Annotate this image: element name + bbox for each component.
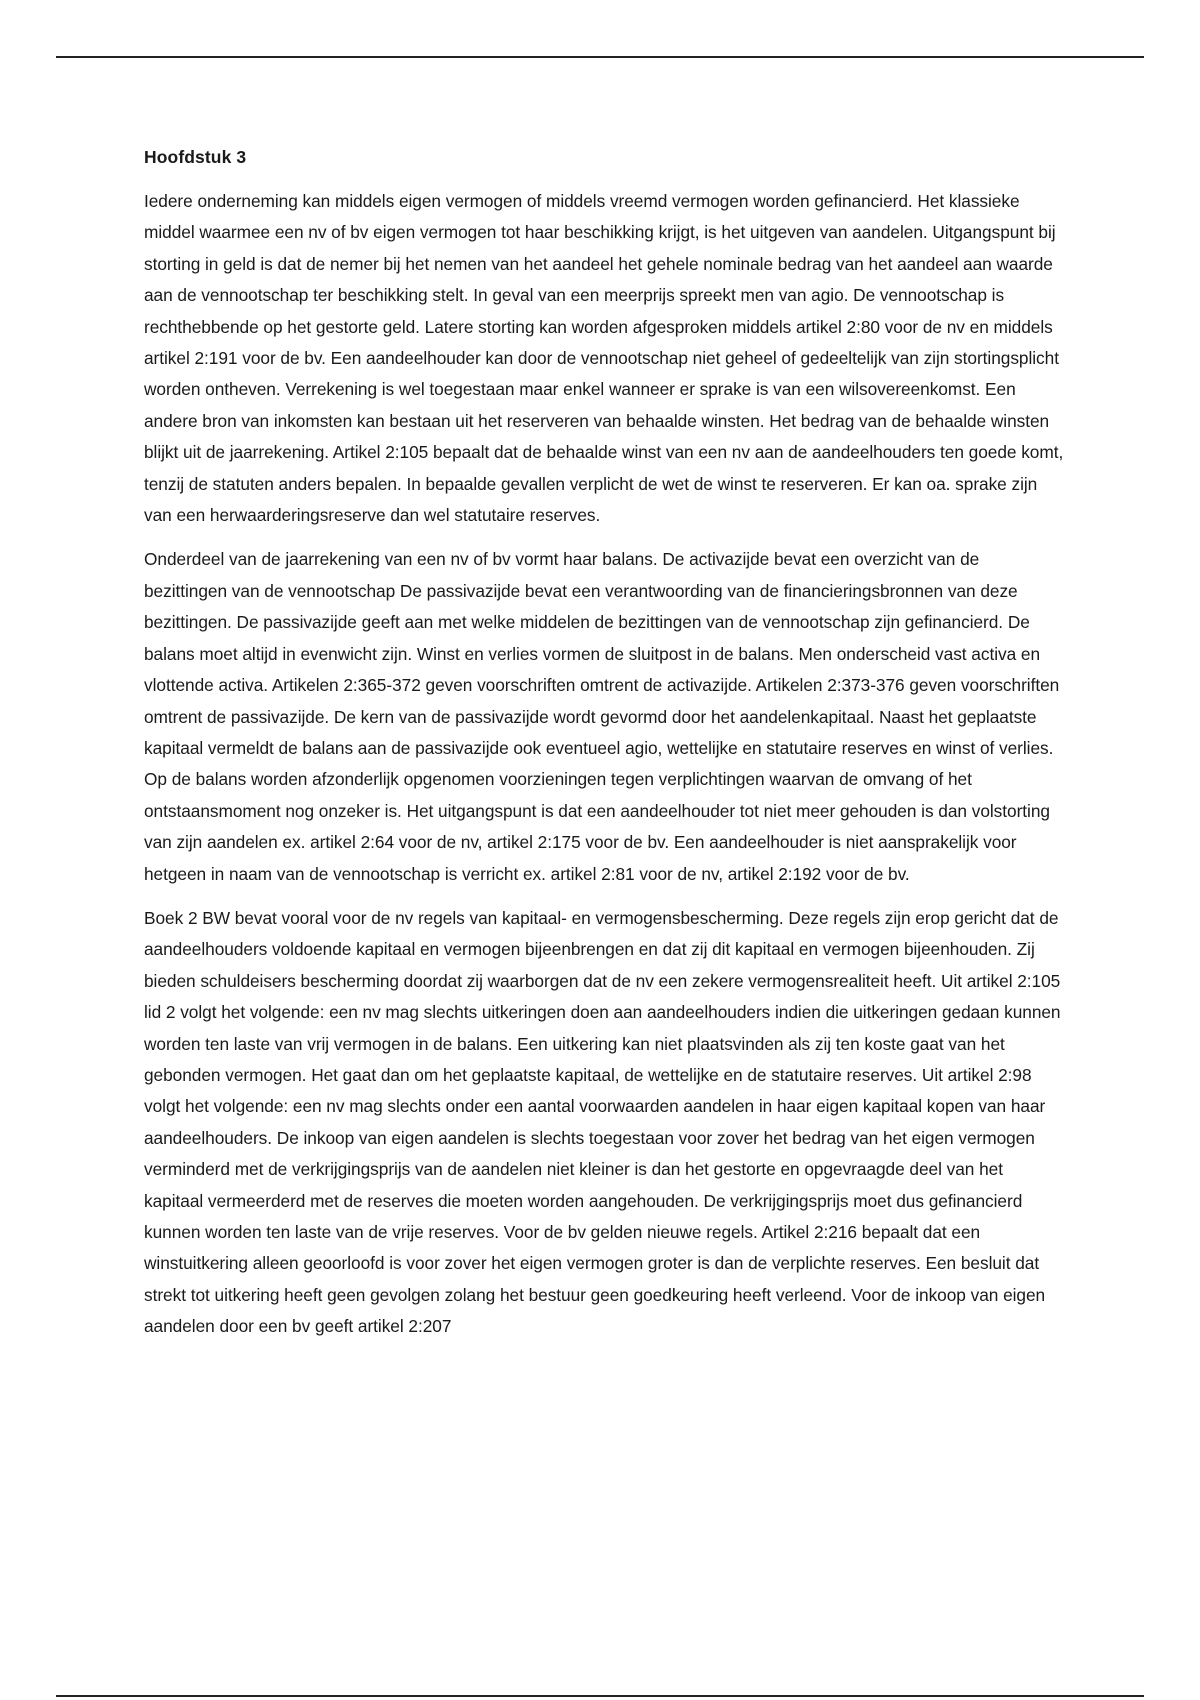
top-rule [56, 56, 1144, 58]
paragraph-balance-sheet: Onderdeel van de jaarrekening van een nv of bv vormt haar balans. De activazijde bevat een overzicht van de bezittingen van de vennootschap De passivazijde bevat een verantwoording van de financieringsbronnen van deze bezittingen. De passivazijde geeft aan met welke middelen de bezittingen van de vennootschap zijn gefinancierd. De balans moet altijd in evenwicht zijn. Winst en verlies vormen de sluitpost in de balans. Men onderscheid vast activa en vlottende activa. Artikelen 2:365-372 geven voorschriften omtrent de activazijde. Artikelen 2:373-376 geven voorschriften omtrent de passivazijde. De kern van de passivazijde wordt gevormd door het aandelenkapitaal. Naast het geplaatste kapitaal vermeldt de balans aan de passivazijde ook eventueel agio, wettelijke en statutaire reserves en winst of verlies. Op de balans worden afzonderlijk opgenomen voorzieningen tegen verplichtingen waarvan de omvang of het ontstaansmoment nog onzeker is. Het uitgangspunt is dat een aandeelhouder tot niet meer gehouden is dan volstorting van zijn aandelen ex. artikel 2:64 voor de nv, artikel 2:175 voor de bv. Een aandeelhouder is niet aansprakelijk voor hetgeen in naam van de vennootschap is verricht ex. artikel 2:81 voor de nv, artikel 2:192 voor de bv. [144, 549, 1060, 884]
paragraph-financing: Iedere onderneming kan middels eigen vermogen of middels vreemd vermogen worden gefinancierd. Het klassieke middel waarmee een nv of bv eigen vermogen tot haar beschikking krijgt, is het uitgeven van aandelen. Uitgangspunt bij storting in geld is dat de nemer bij het nemen van het aandeel het gehele nominale bedrag van het aandeel aan waarde aan de vennootschap ter beschikking stelt. In geval van een meerprijs spreekt men van agio. De vennootschap is rechthebbende op het gestorte geld. Latere storting kan worden afgesproken middels artikel 2:80 voor de nv en middels artikel 2:191 voor de bv. Een aandeelhouder kan door de vennootschap niet geheel of gedeeltelijk van zijn stortingsplicht worden ontheven. Verrekening is wel toegestaan maar enkel wanneer er sprake is van een wilsovereenkomst. Een andere bron van inkomsten kan bestaan uit het reserveren van behaalde winsten. Het bedrag van de behaalde winsten blijkt uit de jaarrekening. Artikel 2:105 bepaalt dat de behaalde winst van een nv aan de aandeelhouders ten goede komt, tenzij de statuten anders bepalen. In bepaalde gevallen verplicht de wet de winst te reserveren. Er kan oa. sprake zijn van een herwaarderingsreserve dan wel statutaire reserves. [144, 191, 1064, 526]
bottom-rule [56, 1695, 1144, 1697]
paragraph-capital-protection: Boek 2 BW bevat vooral voor de nv regels van kapitaal- en vermogensbescherming. Deze regels zijn erop gericht dat de aandeelhouders voldoende kapitaal en vermogen bijeenbrengen en dat zij dit kapitaal en vermogen bijeenhouden. Zij bieden schuldeisers bescherming doordat zij waarborgen dat de nv een zekere vermogensrealiteit heeft. Uit artikel 2:105 lid 2 volgt het volgende: een nv mag slechts uitkeringen doen aan aandeelhouders indien die uitkeringen gedaan kunnen worden ten laste van vrij vermogen in de balans. Een uitkering kan niet plaatsvinden als zij ten koste gaat van het gebonden vermogen. Het gaat dan om het geplaatste kapitaal, de wettelijke en de statutaire reserves. Uit artikel 2:98 volgt het volgende: een nv mag slechts onder een aantal voorwaarden aandelen in haar eigen kapitaal kopen van haar aandeelhouders. De inkoop van eigen aandelen is slechts toegestaan voor zover het bedrag van het eigen vermogen verminderd met de verkrijgingsprijs van de aandelen niet kleiner is dan het gestorte en opgevraagde deel van het kapitaal vermeerderd met de reserves die moeten worden aangehouden. De verkrijgingsprijs moet dus gefinancierd kunnen worden ten laste van de vrije reserves. Voor de bv gelden nieuwe regels. Artikel 2:216 bepaalt dat een winstuitkering alleen geoorloofd is voor zover het eigen vermogen groter is dan de verplichte reserves. Een besluit dat strekt tot uitkering heeft geen gevolgen zolang het bestuur geen goedkeuring heeft verleend. Voor de inkoop van eigen aandelen door een bv geeft artikel 2:207 [144, 907, 1061, 1337]
document-body [144, 142, 1064, 1356]
chapter-heading: Hoofdstuk 3 [144, 147, 247, 167]
